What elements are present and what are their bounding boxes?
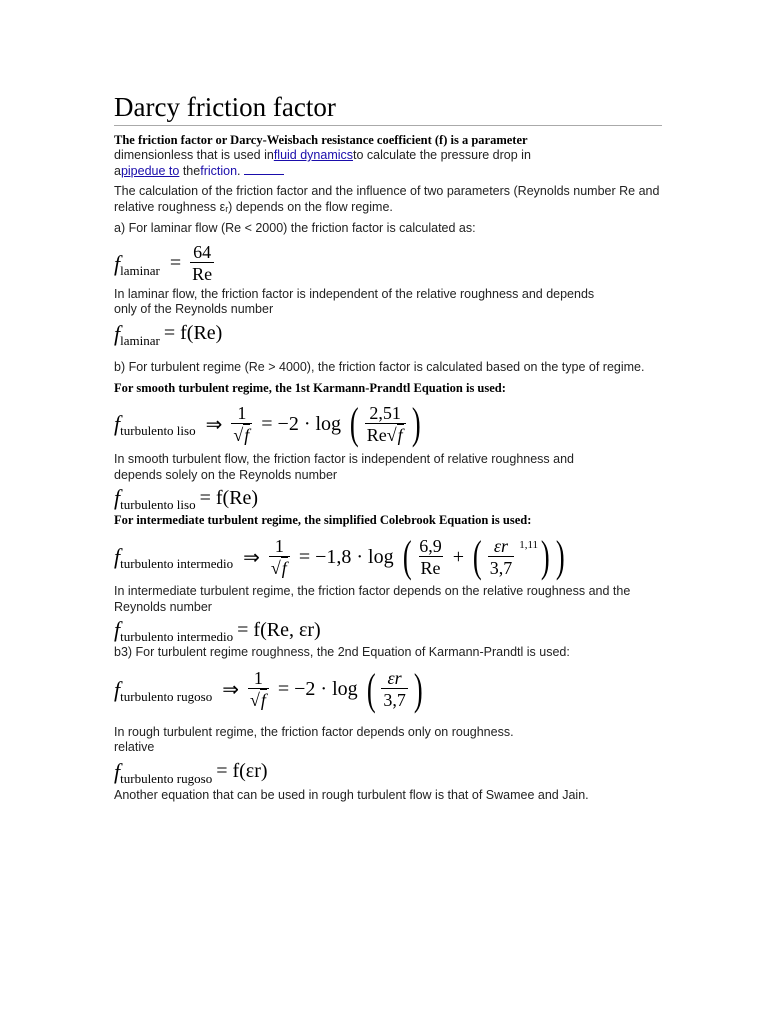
eq-denominator: Re√f [365, 423, 406, 446]
intro-line-2 [114, 148, 662, 164]
eq-numerator: 1 [237, 402, 247, 423]
eq-rhs: = f(Re) [199, 486, 259, 509]
eq-operator: = −2 · log [261, 412, 342, 435]
eq-arrow: ⇒ [205, 413, 223, 436]
pipe-link[interactable]: pipe [120, 163, 145, 178]
eq-subscript: laminar [120, 262, 160, 278]
eq-denominator: √f [248, 688, 269, 711]
eq-numerator: 1 [253, 668, 263, 688]
eq-arrow: ⇒ [222, 679, 239, 701]
eq-numerator: εr [493, 535, 508, 556]
eq-sqrt-arg: f [281, 557, 287, 578]
eq-operator: = −1,8 · log [298, 545, 394, 568]
eq-denominator: √f [269, 556, 290, 579]
eq-fraction [231, 403, 252, 446]
eq-symbol: f [114, 758, 121, 784]
equation-laminar-dependence [114, 318, 662, 350]
page-title: Darcy friction factor [114, 92, 662, 126]
eq-subscript: turbulento intermedio [120, 629, 234, 644]
eq-exponent: 1,11 [519, 539, 539, 551]
eq-denominator: 3,7 [489, 557, 513, 578]
intro-text: . [237, 163, 241, 178]
eq-subscript: turbulento rugoso [120, 770, 213, 786]
smooth-note: In smooth turbulent flow, the friction factor is independent of relative roughness and depends solely on the Reynolds number [114, 452, 574, 482]
equation-smooth-dependence [114, 483, 662, 513]
equation-rough: f turbulento rugoso ⇒ $\frac{1}{√f}$ = −2 · log ( $\frac{\varepsilon r}{3,7}$ ) [114, 664, 423, 714]
equation-intermediate: f turbulento intermedio ⇒ $\frac{1}{√f}$ = −1,8 · log ( $\frac{6,9}{Re}$ + ( $\frac{\varepsilon r}{3,7}$ 1,11 ) ) [114, 532, 565, 581]
intro-line-3 [114, 164, 662, 180]
fluid-dynamics-link[interactable]: fluid dynamics [273, 148, 354, 162]
calc-paragraph: The calculation of the friction factor and the influence of two parameters (Reynolds number Re and relative roughness εᵣ) depends on the flow regime. [114, 184, 660, 214]
eq-numerator: 6,9 [419, 535, 442, 556]
eq-denominator: √f [231, 423, 252, 446]
rough-intro: b3) For turbulent regime roughness, the 2nd Equation of Karmann-Prandtl is used: [114, 645, 570, 659]
intro-text: the [179, 163, 201, 178]
eq-plus: + [452, 545, 465, 568]
rough-note: In rough turbulent regime, the friction factor depends only on roughness. [114, 724, 514, 739]
equation-smooth: f turbulento liso ⇒ $\frac{1}{√f}$ = −2 · log ( $\frac{2,51}{Re√f}$ ) [114, 399, 421, 448]
eq-fraction [190, 242, 214, 285]
eq-denominator: Re [192, 264, 213, 284]
article [114, 92, 662, 803]
eq-fraction [417, 536, 444, 579]
final-paragraph: Another equation that can be used in rough turbulent flow is that of Swamee and Jain. [114, 787, 589, 802]
eq-symbol: f [114, 320, 121, 346]
laminar-intro: a) For laminar flow (Re < 2000) the friction factor is calculated as: [114, 221, 476, 235]
eq-subscript: turbulento liso [120, 423, 196, 438]
smooth-heading: For smooth turbulent regime, the 1st Karmann-Prandtl Equation is used: [114, 381, 506, 395]
eq-symbol: f [114, 617, 121, 642]
intro-text: to calculate the pressure drop in [353, 148, 531, 162]
turbulent-intro: b) For turbulent regime (Re > 4000), the friction factor is calculated based on the type of regime. [114, 359, 645, 374]
eq-rhs: = f(Re, εr) [237, 618, 321, 641]
equation-intermediate-dependence [114, 615, 662, 645]
eq-fraction [488, 536, 515, 579]
eq-sqrt-arg: f [260, 690, 266, 710]
eq-rhs: = f(εr) [216, 760, 268, 782]
eq-denominator: Re [420, 557, 441, 578]
eq-symbol: f [114, 250, 121, 276]
eq-subscript: laminar [120, 332, 160, 348]
intro-text: dimensionless that is used in [114, 148, 274, 162]
eq-operator: = [169, 252, 182, 274]
laminar-note: In laminar flow, the friction factor is independent of the relative roughness and depends only of the Reynolds number [114, 286, 595, 316]
eq-re: Re [366, 424, 387, 445]
eq-sqrt-arg: f [244, 424, 250, 445]
eq-fraction [381, 668, 408, 711]
friction-link[interactable]: friction [200, 163, 238, 178]
eq-symbol: f [114, 411, 121, 436]
eq-numerator: 1 [274, 535, 284, 556]
equation-rough-dependence [114, 756, 662, 788]
eq-operator: = −2 · log [277, 678, 358, 700]
eq-symbol: f [114, 676, 121, 702]
rough-note-2: relative [114, 740, 155, 754]
eq-fraction [365, 403, 406, 446]
eq-numerator: 2,51 [369, 402, 401, 423]
eq-fraction [248, 668, 269, 711]
eq-arrow: ⇒ [243, 546, 260, 569]
due-to-link[interactable]: due to [144, 163, 180, 178]
eq-rhs: = f(Re) [163, 322, 223, 344]
eq-numerator: εr [387, 668, 402, 688]
eq-fraction [269, 536, 290, 579]
intermediate-note: In intermediate turbulent regime, the friction factor depends on the relative roughness and the Reynolds number [114, 584, 631, 614]
intro-text: a [114, 163, 121, 178]
intro-lead: The friction factor or Darcy-Weisbach resistance coefficient (f) is a parameter [114, 133, 528, 147]
eq-denominator: 3,7 [383, 690, 406, 710]
eq-symbol: f [114, 485, 121, 510]
eq-sqrt-arg: f [397, 424, 403, 445]
eq-subscript: turbulento rugoso [120, 688, 213, 704]
eq-subscript: turbulento intermedio [120, 556, 234, 571]
equation-laminar [114, 241, 662, 287]
eq-numerator: 64 [193, 242, 212, 262]
eq-subscript: turbulento liso [120, 497, 196, 512]
intermediate-heading: For intermediate turbulent regime, the simplified Colebrook Equation is used: [114, 513, 532, 527]
eq-symbol: f [114, 544, 121, 569]
empty-link[interactable] [244, 164, 284, 175]
